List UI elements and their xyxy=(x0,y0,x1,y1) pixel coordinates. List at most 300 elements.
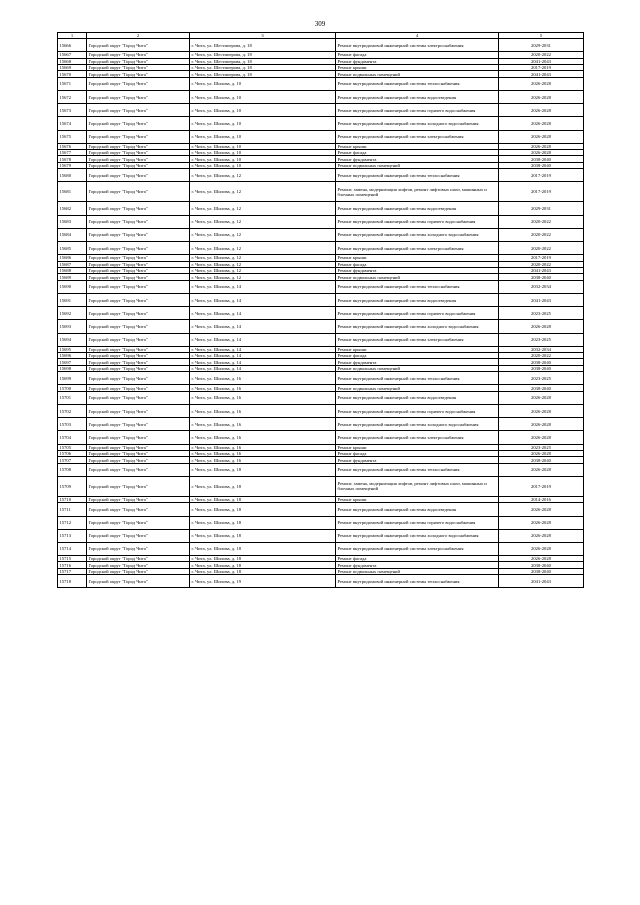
period-cell: 2026-2028 xyxy=(499,516,584,529)
row-number: 15684 xyxy=(58,228,87,241)
work-type-cell: Ремонт внутридомовой инженерной системы холодного водоснабжения xyxy=(336,117,499,130)
row-number: 15686 xyxy=(58,255,87,261)
work-type-cell: Ремонт крыши xyxy=(336,444,499,450)
table-row xyxy=(58,130,584,143)
row-number: 15712 xyxy=(58,516,87,529)
table-row xyxy=(58,77,584,90)
row-number: 15667 xyxy=(58,52,87,58)
period-cell: 2017-2019 xyxy=(499,255,584,261)
municipality-cell: Городской округ "Город Чита" xyxy=(87,320,190,333)
table-row xyxy=(58,333,584,346)
table-row xyxy=(58,463,584,476)
municipality-cell: Городской округ "Город Чита" xyxy=(87,77,190,90)
row-number: 15696 xyxy=(58,353,87,359)
work-type-cell: Ремонт внутридомовой инженерной системы электроснабжения xyxy=(336,333,499,346)
row-number: 15690 xyxy=(58,280,87,293)
table-row xyxy=(58,431,584,444)
work-type-cell: Ремонт подвальных помещений xyxy=(336,568,499,574)
address-cell: г. Чита, ул. Шилова, д. 18 xyxy=(190,463,336,476)
address-cell: г. Чита, ул. Шилова, д. 16 xyxy=(190,372,336,385)
table-row xyxy=(58,215,584,228)
period-cell: 2017-2019 xyxy=(499,476,584,496)
row-number: 15697 xyxy=(58,359,87,365)
work-type-cell: Ремонт внутридомовой инженерной системы теплоснабжения xyxy=(336,463,499,476)
municipality-cell: Городской округ "Город Чита" xyxy=(87,450,190,456)
municipality-cell: Городской округ "Город Чита" xyxy=(87,117,190,130)
address-cell: г. Чита, ул. Шилова, д. 12 xyxy=(190,228,336,241)
address-cell: г. Чита, ул. Шилова, д. 12 xyxy=(190,242,336,255)
period-cell: 2026-2028 xyxy=(499,463,584,476)
row-number: 15702 xyxy=(58,405,87,418)
municipality-cell: Городской округ "Город Чита" xyxy=(87,130,190,143)
work-type-cell: Ремонт внутридомовой инженерной системы горячего водоснабжения xyxy=(336,516,499,529)
work-type-cell: Ремонт внутридомовой инженерной системы теплоснабжения xyxy=(336,77,499,90)
table-row xyxy=(58,320,584,333)
work-type-cell: Ремонт внутридомовой инженерной системы теплоснабжения xyxy=(336,280,499,293)
period-cell: 2032-2034 xyxy=(499,346,584,352)
row-number: 15677 xyxy=(58,150,87,156)
work-type-cell: Ремонт фундамента xyxy=(336,562,499,568)
address-cell: г. Чита, ул. Шилова, д. 12 xyxy=(190,182,336,202)
address-cell: г. Чита, ул. Шилова, д. 14 xyxy=(190,333,336,346)
municipality-cell: Городской округ "Город Чита" xyxy=(87,529,190,542)
municipality-cell: Городской округ "Город Чита" xyxy=(87,542,190,555)
work-type-cell: Ремонт подвальных помещений xyxy=(336,365,499,371)
address-cell: г. Чита, ул. Шилова, д. 14 xyxy=(190,320,336,333)
address-cell: г. Чита, ул. Шилова, д. 19 xyxy=(190,575,336,588)
row-number: 15682 xyxy=(58,202,87,215)
municipality-cell: Городской округ "Город Чита" xyxy=(87,418,190,431)
address-cell: г. Чита, ул. Шилова, д. 10 xyxy=(190,104,336,117)
address-cell: г. Чита, ул. Шилова, д. 18 xyxy=(190,562,336,568)
address-cell: г. Чита, ул. Шилова, д. 14 xyxy=(190,365,336,371)
municipality-cell: Городской округ "Город Чита" xyxy=(87,150,190,156)
period-cell: 2023-2025 xyxy=(499,372,584,385)
work-type-cell: Ремонт внутридомовой инженерной системы горячего водоснабжения xyxy=(336,307,499,320)
work-type-cell: Ремонт внутридомовой инженерной системы теплоснабжения xyxy=(336,169,499,182)
work-type-cell: Ремонт внутридомовой инженерной системы холодного водоснабжения xyxy=(336,228,499,241)
municipality-cell: Городской округ "Город Чита" xyxy=(87,39,190,52)
row-number: 15695 xyxy=(58,346,87,352)
row-number: 15705 xyxy=(58,444,87,450)
row-number: 15700 xyxy=(58,385,87,391)
work-type-cell: Ремонт внутридомовой инженерной системы теплоснабжения xyxy=(336,575,499,588)
municipality-cell: Городской округ "Город Чита" xyxy=(87,444,190,450)
row-number: 15672 xyxy=(58,90,87,103)
table-row xyxy=(58,575,584,588)
work-type-cell: Ремонт внутридомовой инженерной системы электроснабжения xyxy=(336,39,499,52)
period-cell: 2038-2040 xyxy=(499,359,584,365)
table-row xyxy=(58,529,584,542)
municipality-cell: Городской округ "Город Чита" xyxy=(87,261,190,267)
table-row xyxy=(58,391,584,404)
work-type-cell: Ремонт крыши xyxy=(336,346,499,352)
row-number: 15704 xyxy=(58,431,87,444)
work-type-cell: Ремонт фасада xyxy=(336,261,499,267)
period-cell: 2026-2028 xyxy=(499,130,584,143)
row-number: 15670 xyxy=(58,71,87,77)
address-cell: г. Чита, ул. Шилова, д. 16 xyxy=(190,405,336,418)
municipality-cell: Городской округ "Город Чита" xyxy=(87,52,190,58)
work-type-cell: Ремонт внутридомовой инженерной системы горячего водоснабжения xyxy=(336,104,499,117)
period-cell: 2041-2043 xyxy=(499,71,584,77)
municipality-cell: Городской округ "Город Чита" xyxy=(87,280,190,293)
period-cell: 2023-2025 xyxy=(499,333,584,346)
period-cell: 2038-2040 xyxy=(499,568,584,574)
table-row xyxy=(58,39,584,52)
row-number: 15683 xyxy=(58,215,87,228)
period-cell: 2026-2028 xyxy=(499,431,584,444)
row-number: 15703 xyxy=(58,418,87,431)
work-type-cell: Ремонт фундамента xyxy=(336,457,499,463)
municipality-cell: Городской округ "Город Чита" xyxy=(87,503,190,516)
row-number: 15681 xyxy=(58,182,87,202)
work-type-cell: Ремонт фасада xyxy=(336,52,499,58)
address-cell: г. Чита, ул. Шилова, д. 14 xyxy=(190,280,336,293)
address-cell: г. Чита, ул. Шилова, д. 12 xyxy=(190,202,336,215)
address-cell: г. Чита, ул. Шилова, д. 14 xyxy=(190,359,336,365)
row-number: 15668 xyxy=(58,58,87,64)
row-number: 15671 xyxy=(58,77,87,90)
period-cell: 2026-2028 xyxy=(499,150,584,156)
row-number: 15691 xyxy=(58,293,87,306)
row-number: 15716 xyxy=(58,562,87,568)
period-cell: 2026-2028 xyxy=(499,90,584,103)
table-row xyxy=(58,418,584,431)
address-cell: г. Чита, ул. Шилова, д. 18 xyxy=(190,529,336,542)
work-type-cell: Ремонт внутридомовой инженерной системы водоотведения xyxy=(336,503,499,516)
period-cell: 2038-2040 xyxy=(499,156,584,162)
address-cell: г. Чита, ул. Шилова, д. 16 xyxy=(190,444,336,450)
work-type-cell: Ремонт крыши xyxy=(336,255,499,261)
municipality-cell: Городской округ "Город Чита" xyxy=(87,476,190,496)
municipality-cell: Городской округ "Город Чита" xyxy=(87,202,190,215)
table-row xyxy=(58,293,584,306)
row-number: 15709 xyxy=(58,476,87,496)
address-cell: г. Чита, ул. Шилова, д. 10 xyxy=(190,130,336,143)
address-cell: г. Чита, ул. Шилова, д. 16 xyxy=(190,450,336,456)
address-cell: г. Чита, ул. Шилова, д. 10 xyxy=(190,162,336,168)
address-cell: г. Чита, ул. Шилова, д. 18 xyxy=(190,476,336,496)
address-cell: г. Чита, ул. Шилова, д. 10 xyxy=(190,156,336,162)
municipality-cell: Городской округ "Город Чита" xyxy=(87,228,190,241)
municipality-cell: Городской округ "Город Чита" xyxy=(87,242,190,255)
address-cell: г. Чита, ул. Шилова, д. 18 xyxy=(190,503,336,516)
municipality-cell: Городской округ "Город Чита" xyxy=(87,365,190,371)
work-type-cell: Ремонт внутридомовой инженерной системы холодного водоснабжения xyxy=(336,529,499,542)
table-row xyxy=(58,182,584,202)
address-cell: г. Чита, ул. Шестиперова, д. 18 xyxy=(190,39,336,52)
row-number: 15679 xyxy=(58,162,87,168)
row-number: 15713 xyxy=(58,529,87,542)
municipality-cell: Городской округ "Город Чита" xyxy=(87,556,190,562)
row-number: 15706 xyxy=(58,450,87,456)
period-cell: 2023-2025 xyxy=(499,444,584,450)
row-number: 15718 xyxy=(58,575,87,588)
row-number: 15714 xyxy=(58,542,87,555)
period-cell: 2038-2040 xyxy=(499,365,584,371)
address-cell: г. Чита, ул. Шилова, д. 10 xyxy=(190,90,336,103)
capital-repair-table xyxy=(57,32,584,588)
row-number: 15687 xyxy=(58,261,87,267)
work-type-cell: Ремонт, замена, модернизация лифтов, ремонт лифтовых шахт, машинных и блочных помещений xyxy=(336,182,499,202)
address-cell: г. Чита, ул. Шилова, д. 10 xyxy=(190,77,336,90)
work-type-cell: Ремонт фундамента xyxy=(336,58,499,64)
row-number: 15699 xyxy=(58,372,87,385)
work-type-cell: Ремонт внутридомовой инженерной системы электроснабжения xyxy=(336,130,499,143)
work-type-cell: Ремонт внутридомовой инженерной системы электроснабжения xyxy=(336,431,499,444)
municipality-cell: Городской округ "Город Чита" xyxy=(87,372,190,385)
table-row xyxy=(58,169,584,182)
address-cell: г. Чита, ул. Шилова, д. 16 xyxy=(190,457,336,463)
table-row xyxy=(58,476,584,496)
municipality-cell: Городской округ "Город Чита" xyxy=(87,255,190,261)
row-number: 15673 xyxy=(58,104,87,117)
work-type-cell: Ремонт подвальных помещений xyxy=(336,274,499,280)
period-cell: 2020-2022 xyxy=(499,242,584,255)
address-cell: г. Чита, ул. Шилова, д. 14 xyxy=(190,293,336,306)
period-cell: 2041-2043 xyxy=(499,293,584,306)
work-type-cell: Ремонт внутридомовой инженерной системы электроснабжения xyxy=(336,242,499,255)
row-number: 15669 xyxy=(58,64,87,70)
work-type-cell: Ремонт внутридомовой инженерной системы холодного водоснабжения xyxy=(336,320,499,333)
work-type-cell: Ремонт крыши xyxy=(336,143,499,149)
table-row xyxy=(58,516,584,529)
work-type-cell: Ремонт фундамента xyxy=(336,267,499,273)
row-number: 15676 xyxy=(58,143,87,149)
table-row xyxy=(58,280,584,293)
period-cell: 2017-2019 xyxy=(499,64,584,70)
work-type-cell: Ремонт фундамента xyxy=(336,156,499,162)
period-cell: 2026-2028 xyxy=(499,143,584,149)
work-type-cell: Ремонт фундамента xyxy=(336,359,499,365)
municipality-cell: Городской округ "Город Чита" xyxy=(87,405,190,418)
address-cell: г. Чита, ул. Шилова, д. 16 xyxy=(190,391,336,404)
municipality-cell: Городской округ "Город Чита" xyxy=(87,575,190,588)
municipality-cell: Городской округ "Город Чита" xyxy=(87,104,190,117)
work-type-cell: Ремонт крыши xyxy=(336,496,499,502)
work-type-cell: Ремонт фасада xyxy=(336,150,499,156)
municipality-cell: Городской округ "Город Чита" xyxy=(87,463,190,476)
period-cell: 2041-2043 xyxy=(499,58,584,64)
address-cell: г. Чита, ул. Шестиперова, д. 18 xyxy=(190,58,336,64)
municipality-cell: Городской округ "Город Чита" xyxy=(87,64,190,70)
period-cell: 2038-2040 xyxy=(499,562,584,568)
row-number: 15666 xyxy=(58,39,87,52)
period-cell: 2014-2016 xyxy=(499,496,584,502)
address-cell: г. Чита, ул. Шилова, д. 10 xyxy=(190,143,336,149)
row-number: 15708 xyxy=(58,463,87,476)
column-number-1: 1 xyxy=(58,33,87,39)
municipality-cell: Городской округ "Город Чита" xyxy=(87,496,190,502)
work-type-cell: Ремонт внутридомовой инженерной системы горячего водоснабжения xyxy=(336,405,499,418)
work-type-cell: Ремонт внутридомовой инженерной системы водоотведения xyxy=(336,202,499,215)
period-cell: 2038-2040 xyxy=(499,162,584,168)
address-cell: г. Чита, ул. Шилова, д. 10 xyxy=(190,117,336,130)
work-type-cell: Ремонт внутридомовой инженерной системы холодного водоснабжения xyxy=(336,418,499,431)
work-type-cell: Ремонт внутридомовой инженерной системы горячего водоснабжения xyxy=(336,215,499,228)
row-number: 15693 xyxy=(58,320,87,333)
municipality-cell: Городской округ "Город Чита" xyxy=(87,267,190,273)
table-row xyxy=(58,90,584,103)
row-number: 15711 xyxy=(58,503,87,516)
municipality-cell: Городской округ "Город Чита" xyxy=(87,431,190,444)
row-number: 15717 xyxy=(58,568,87,574)
period-cell: 2038-2040 xyxy=(499,385,584,391)
row-number: 15707 xyxy=(58,457,87,463)
period-cell: 2023-2025 xyxy=(499,307,584,320)
work-type-cell: Ремонт внутридомовой инженерной системы водоотведения xyxy=(336,293,499,306)
municipality-cell: Городской округ "Город Чита" xyxy=(87,274,190,280)
period-cell: 2026-2028 xyxy=(499,405,584,418)
work-type-cell: Ремонт внутридомовой инженерной системы водоотведения xyxy=(336,391,499,404)
municipality-cell: Городской округ "Город Чита" xyxy=(87,293,190,306)
period-cell: 2026-2028 xyxy=(499,117,584,130)
municipality-cell: Городской округ "Город Чита" xyxy=(87,333,190,346)
municipality-cell: Городской округ "Город Чита" xyxy=(87,215,190,228)
address-cell: г. Чита, ул. Шилова, д. 14 xyxy=(190,307,336,320)
period-cell: 2020-2022 xyxy=(499,353,584,359)
period-cell: 2026-2028 xyxy=(499,542,584,555)
municipality-cell: Городской округ "Город Чита" xyxy=(87,346,190,352)
municipality-cell: Городской округ "Город Чита" xyxy=(87,385,190,391)
table-row xyxy=(58,503,584,516)
address-cell: г. Чита, ул. Шестиперова, д. 18 xyxy=(190,52,336,58)
table-row xyxy=(58,405,584,418)
work-type-cell: Ремонт фасада xyxy=(336,450,499,456)
address-cell: г. Чита, ул. Шилова, д. 12 xyxy=(190,261,336,267)
work-type-cell: Ремонт внутридомовой инженерной системы водоотведения xyxy=(336,90,499,103)
period-cell: 2026-2028 xyxy=(499,556,584,562)
table-row xyxy=(58,307,584,320)
municipality-cell: Городской округ "Город Чита" xyxy=(87,307,190,320)
period-cell: 2026-2028 xyxy=(499,529,584,542)
row-number: 15715 xyxy=(58,556,87,562)
work-type-cell: Ремонт, замена, модернизация лифтов, ремонт лифтовых шахт, машинных и блочных помещений xyxy=(336,476,499,496)
municipality-cell: Городской округ "Город Чита" xyxy=(87,156,190,162)
address-cell: г. Чита, ул. Шестиперова, д. 18 xyxy=(190,64,336,70)
period-cell: 2020-2022 xyxy=(499,261,584,267)
period-cell: 2026-2028 xyxy=(499,320,584,333)
page-number: 309 xyxy=(314,20,326,28)
address-cell: г. Чита, ул. Шестиперова, д. 18 xyxy=(190,71,336,77)
table-row xyxy=(58,202,584,215)
period-cell: 2020-2022 xyxy=(499,215,584,228)
row-number: 15698 xyxy=(58,365,87,371)
period-cell: 2038-2040 xyxy=(499,274,584,280)
municipality-cell: Городской округ "Город Чита" xyxy=(87,143,190,149)
address-cell: г. Чита, ул. Шилова, д. 14 xyxy=(190,346,336,352)
address-cell: г. Чита, ул. Шилова, д. 18 xyxy=(190,568,336,574)
address-cell: г. Чита, ул. Шилова, д. 18 xyxy=(190,542,336,555)
column-number-4: 4 xyxy=(336,33,499,39)
work-type-cell: Ремонт фасада xyxy=(336,556,499,562)
work-type-cell: Ремонт внутридомовой инженерной системы теплоснабжения xyxy=(336,372,499,385)
period-cell: 2026-2028 xyxy=(499,418,584,431)
work-type-cell: Ремонт подвальных помещений xyxy=(336,162,499,168)
address-cell: г. Чита, ул. Шилова, д. 16 xyxy=(190,418,336,431)
table-row xyxy=(58,372,584,385)
period-cell: 2032-2034 xyxy=(499,280,584,293)
municipality-cell: Городской округ "Город Чита" xyxy=(87,90,190,103)
address-cell: г. Чита, ул. Шилова, д. 12 xyxy=(190,255,336,261)
row-number: 15675 xyxy=(58,130,87,143)
row-number: 15689 xyxy=(58,274,87,280)
period-cell: 2026-2028 xyxy=(499,450,584,456)
municipality-cell: Городской округ "Город Чита" xyxy=(87,353,190,359)
period-cell: 2041-2043 xyxy=(499,267,584,273)
row-number: 15688 xyxy=(58,267,87,273)
column-number-5: 5 xyxy=(499,33,584,39)
column-number-2: 2 xyxy=(87,33,190,39)
table-row xyxy=(58,542,584,555)
address-cell: г. Чита, ул. Шилова, д. 18 xyxy=(190,496,336,502)
address-cell: г. Чита, ул. Шилова, д. 10 xyxy=(190,150,336,156)
municipality-cell: Городской округ "Город Чита" xyxy=(87,162,190,168)
row-number: 15694 xyxy=(58,333,87,346)
address-cell: г. Чита, ул. Шилова, д. 12 xyxy=(190,215,336,228)
municipality-cell: Городской округ "Город Чита" xyxy=(87,457,190,463)
address-cell: г. Чита, ул. Шилова, д. 12 xyxy=(190,274,336,280)
municipality-cell: Городской округ "Город Чита" xyxy=(87,182,190,202)
period-cell: 2038-2040 xyxy=(499,457,584,463)
period-cell: 2041-2043 xyxy=(499,575,584,588)
municipality-cell: Городской округ "Город Чита" xyxy=(87,169,190,182)
municipality-cell: Городской округ "Город Чита" xyxy=(87,71,190,77)
table-row xyxy=(58,228,584,241)
column-number-3: 3 xyxy=(190,33,336,39)
work-type-cell: Ремонт крыши xyxy=(336,64,499,70)
municipality-cell: Городской округ "Город Чита" xyxy=(87,359,190,365)
work-type-cell: Ремонт фасада xyxy=(336,353,499,359)
address-cell: г. Чита, ул. Шилова, д. 14 xyxy=(190,353,336,359)
work-type-cell: Ремонт подвальных помещений xyxy=(336,385,499,391)
period-cell: 2017-2019 xyxy=(499,182,584,202)
period-cell: 2029-2031 xyxy=(499,202,584,215)
period-cell: 2029-2031 xyxy=(499,39,584,52)
period-cell: 2026-2028 xyxy=(499,503,584,516)
address-cell: г. Чита, ул. Шилова, д. 12 xyxy=(190,169,336,182)
period-cell: 2020-2022 xyxy=(499,228,584,241)
period-cell: 2026-2028 xyxy=(499,104,584,117)
row-number: 15701 xyxy=(58,391,87,404)
municipality-cell: Городской округ "Город Чита" xyxy=(87,562,190,568)
row-number: 15692 xyxy=(58,307,87,320)
address-cell: г. Чита, ул. Шилова, д. 18 xyxy=(190,556,336,562)
row-number: 15710 xyxy=(58,496,87,502)
period-cell: 2017-2019 xyxy=(499,169,584,182)
municipality-cell: Городской округ "Город Чита" xyxy=(87,516,190,529)
row-number: 15680 xyxy=(58,169,87,182)
address-cell: г. Чита, ул. Шилова, д. 18 xyxy=(190,516,336,529)
work-type-cell: Ремонт подвальных помещений xyxy=(336,71,499,77)
row-number: 15678 xyxy=(58,156,87,162)
address-cell: г. Чита, ул. Шилова, д. 16 xyxy=(190,385,336,391)
address-cell: г. Чита, ул. Шилова, д. 16 xyxy=(190,431,336,444)
work-type-cell: Ремонт внутридомовой инженерной системы электроснабжения xyxy=(336,542,499,555)
municipality-cell: Городской округ "Город Чита" xyxy=(87,391,190,404)
municipality-cell: Городской округ "Город Чита" xyxy=(87,568,190,574)
row-number: 15685 xyxy=(58,242,87,255)
row-number: 15674 xyxy=(58,117,87,130)
table-row xyxy=(58,104,584,117)
table-body xyxy=(58,39,584,588)
period-cell: 2020-2022 xyxy=(499,52,584,58)
period-cell: 2026-2028 xyxy=(499,77,584,90)
period-cell: 2026-2028 xyxy=(499,391,584,404)
table-row xyxy=(58,242,584,255)
municipality-cell: Городской округ "Город Чита" xyxy=(87,58,190,64)
